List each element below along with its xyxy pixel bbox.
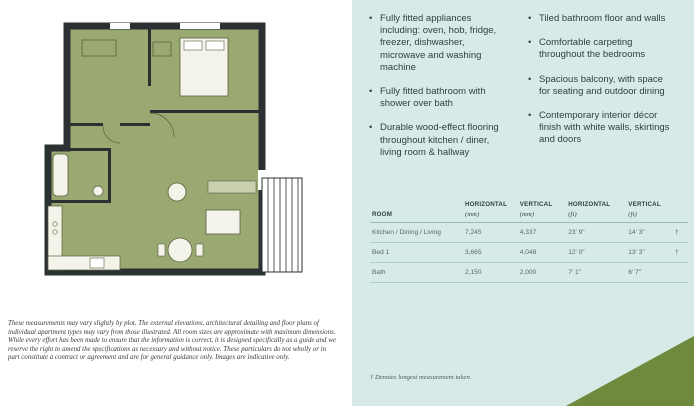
cell-room: Kitchen / Dining / Living bbox=[370, 223, 463, 243]
cell-h-mm: 3,665 bbox=[463, 243, 518, 263]
cell-h-mm: 7,245 bbox=[463, 223, 518, 243]
cell-v-mm: 2,000 bbox=[518, 263, 566, 283]
cell-h-ft: 23' 9" bbox=[566, 223, 626, 243]
feature-item: • Fully fitted bathroom with shower over bath bbox=[369, 86, 511, 110]
sofa bbox=[206, 210, 240, 234]
feature-item: • Durable wood-effect flooring throughout kitchen / diner, living room & hallway bbox=[369, 122, 511, 159]
cell-room: Bed 1 bbox=[370, 243, 463, 263]
header-vertical-mm: VERTICAL (mm) bbox=[518, 200, 566, 223]
bath-wall bbox=[48, 148, 110, 151]
dining-chair bbox=[158, 244, 165, 256]
feature-item: • Contemporary interior décor finish with white walls, skirtings and doors bbox=[528, 110, 676, 147]
cell-v-ft: 13' 3" bbox=[626, 243, 673, 263]
longest-measurement-note: † Denotes longest measurement taken. bbox=[370, 374, 472, 381]
floor-plan bbox=[30, 20, 305, 285]
toilet bbox=[93, 186, 103, 196]
feature-item: • Comfortable carpeting throughout the bedrooms bbox=[528, 37, 676, 61]
specification-panel bbox=[352, 0, 694, 406]
header-vertical-ft: VERTICAL (ft) bbox=[626, 200, 673, 223]
cell-v-ft: 14' 3" bbox=[626, 223, 673, 243]
bath-side-wall bbox=[108, 148, 111, 203]
header-horizontal-mm: HORIZONTAL (mm) bbox=[463, 200, 518, 223]
cell-h-ft: 7' 1" bbox=[566, 263, 626, 283]
bed-pillow-2 bbox=[206, 41, 224, 50]
feature-item: • Fully fitted appliances including: oven, hob, fridge, freezer, dishwasher, microwave and washing machine bbox=[369, 13, 511, 74]
dining-chair-2 bbox=[196, 244, 203, 256]
cell-mark: † bbox=[673, 243, 688, 263]
cell-h-mm: 2,150 bbox=[463, 263, 518, 283]
bathtub bbox=[53, 154, 68, 196]
bath-wall-bottom bbox=[48, 200, 110, 203]
armchair bbox=[168, 183, 186, 201]
cell-v-mm: 4,048 bbox=[518, 243, 566, 263]
balcony bbox=[262, 178, 302, 272]
window-2 bbox=[180, 23, 220, 29]
cell-v-ft: 6' 7" bbox=[626, 263, 673, 283]
hall-wall-2 bbox=[120, 123, 150, 126]
header-horizontal-ft: HORIZONTAL (ft) bbox=[566, 200, 626, 223]
window bbox=[110, 23, 130, 29]
cell-mark: † bbox=[673, 223, 688, 243]
kitchen-counter-bottom bbox=[48, 256, 120, 270]
sideboard bbox=[208, 181, 256, 193]
bed-pillow-1 bbox=[184, 41, 202, 50]
feature-item: • Spacious balcony, with space for seating and outdoor dining bbox=[528, 74, 676, 98]
dining-table bbox=[168, 238, 192, 262]
cell-v-mm: 4,337 bbox=[518, 223, 566, 243]
hall-wall bbox=[67, 123, 103, 126]
cell-room: Bath bbox=[370, 263, 463, 283]
disclaimer-text: These measurements may vary slightly by plot. The external elevations, architectural detailing and floor plans of individual apartment types may vary from those illustrated. All room sizes are approximate with maximum dimensions. While every effort has been made to ensure that the information is correct, it is designed specifically as a guide and we reserve the right to amend the specifications as necessary and without notice. These particulars do not wholly or in part constitute a contract or agreement and are for general guidance only. Images are indicative only. bbox=[8, 320, 336, 362]
cell-h-ft: 12' 0" bbox=[566, 243, 626, 263]
bedroom-side-wall bbox=[148, 26, 151, 86]
corner-accent bbox=[352, 0, 694, 406]
feature-item: • Tiled bathroom floor and walls bbox=[528, 13, 676, 25]
sink bbox=[90, 258, 104, 268]
header-room: ROOM bbox=[370, 200, 463, 223]
bedroom-wall bbox=[150, 110, 262, 113]
